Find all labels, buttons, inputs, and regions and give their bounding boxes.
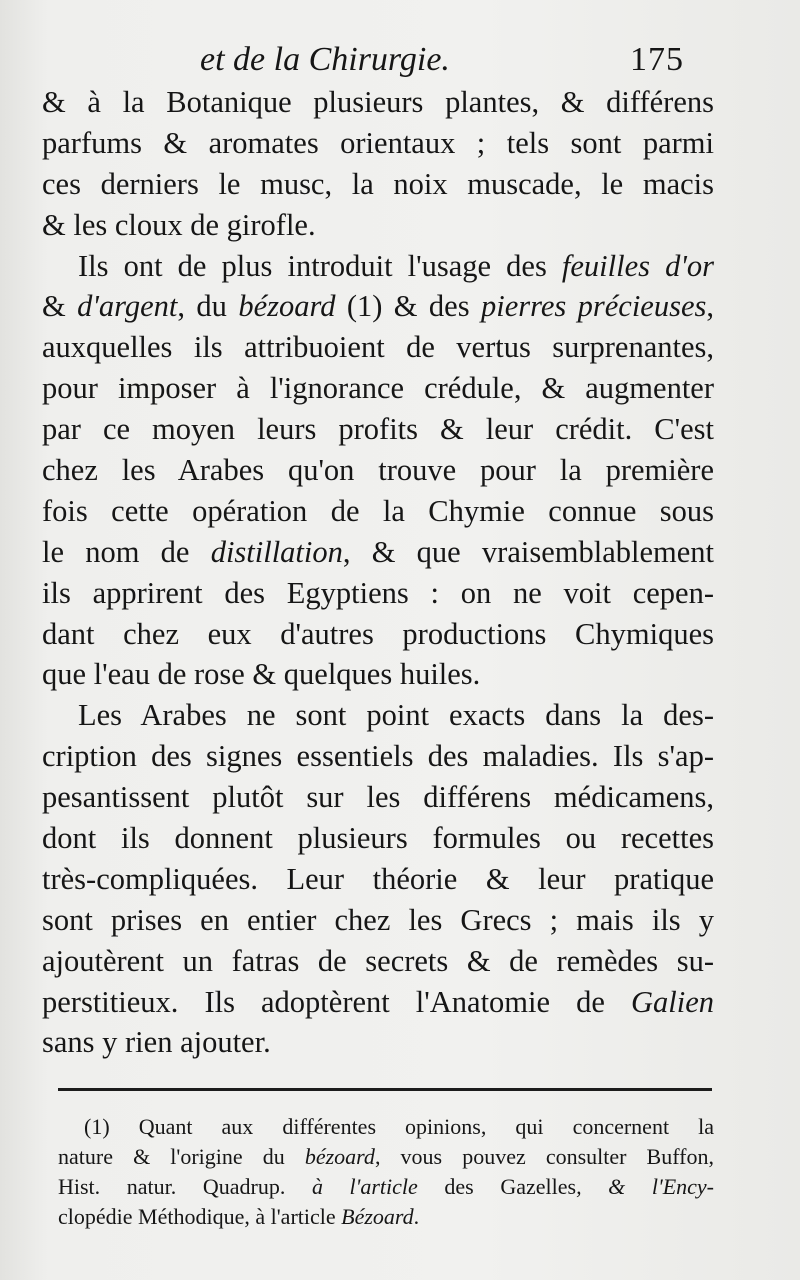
italic-text: Galien [630, 984, 714, 1019]
text-run: le nom de [42, 534, 211, 569]
footnote-line [58, 1172, 714, 1202]
text-line: que l'eau de rose & quelques huiles. [42, 657, 481, 692]
footnote-line: (1) Quant aux différentes opinions, qui concernent la [84, 1114, 714, 1139]
footnote-rule [58, 1088, 712, 1091]
text-run: nature & l'origine du [58, 1144, 305, 1169]
italic-text: , & l'Ency- [576, 1174, 714, 1199]
italic-text: à l'article [285, 1174, 445, 1199]
text-line: cription des signes essentiels des maladies. Ils s'ap- [42, 739, 714, 774]
text-run: clopédie Méthodique, à l'article [58, 1204, 342, 1229]
page-number: 175 [630, 41, 684, 78]
text-line: fois cette opération de la Chymie connue sous [42, 493, 714, 528]
text-run: & [42, 289, 78, 324]
text-run: , du [177, 289, 239, 324]
text-line: chez les Arabes qu'on trouve pour la première [42, 453, 714, 488]
text-line: & à la Botanique plusieurs plantes, & différens [42, 85, 714, 119]
text-run: , [706, 289, 714, 324]
text-line: ajoutèrent un fatras de secrets & de remèdes su- [42, 943, 714, 978]
text-run: , & que vraisemblablement [342, 534, 714, 569]
text-line: auxquelles ils attribuoient de vertus surprenantes, [42, 330, 714, 365]
italic-text: pierres précieuses [480, 289, 707, 324]
text-line: pour imposer à l'ignorance crédule, & augmenter [42, 371, 714, 406]
text-line: très-compliquées. Leur théorie & leur pratique [42, 861, 714, 896]
text-line: dant chez eux d'autres productions Chymiques [42, 616, 714, 651]
footnote-line [58, 1142, 714, 1172]
body-text [42, 82, 714, 1063]
running-head: et de la Chirurgie. [200, 41, 450, 78]
text-line: pesantissent plutôt sur les différens médicamens, [42, 780, 714, 815]
text-run: Ils ont de plus introduit l'usage des [78, 248, 562, 283]
text-line: & les cloux de girofle. [42, 207, 316, 242]
footnote-line [58, 1202, 714, 1232]
italic-text: feuilles d'or [561, 248, 715, 283]
italic-text: Bézoard [341, 1204, 414, 1229]
text-line: parfums & aromates orientaux ; tels sont parmi [42, 125, 714, 160]
italic-text: distillation [210, 534, 343, 569]
text-line [42, 982, 714, 1023]
text-line [42, 286, 714, 327]
italic-text: d'argent [77, 289, 178, 324]
page-header [0, 38, 800, 82]
italic-text: bézoard [238, 289, 336, 324]
text-run: , vous pouvez consulter Buffon, [374, 1144, 714, 1169]
text-line [42, 246, 714, 287]
text-run: Hist. natur. Quadrup. [58, 1174, 286, 1199]
text-run: perstitieux. Ils adoptèrent l'Anatomie de [42, 984, 631, 1019]
text-line [42, 532, 714, 573]
text-run: des Gazelles [444, 1174, 577, 1199]
text-line: sans y rien ajouter. [42, 1025, 271, 1060]
text-run: (1) & des [335, 289, 481, 324]
text-line: ces derniers le musc, la noix muscade, le macis [42, 166, 714, 201]
text-line: Les Arabes ne sont point exacts dans la des- [78, 698, 714, 733]
text-line: dont ils donnent plusieurs formules ou recettes [42, 821, 714, 856]
footnote [58, 1112, 714, 1232]
text-line: ils apprirent des Egyptiens : on ne voit cepen- [42, 575, 714, 610]
text-line: par ce moyen leurs profits & leur crédit. C'est [42, 412, 714, 447]
italic-text: bézoard [304, 1144, 375, 1169]
text-line: sont prises en entier chez les Grecs ; mais ils y [42, 902, 714, 937]
text-run: . [413, 1204, 420, 1229]
